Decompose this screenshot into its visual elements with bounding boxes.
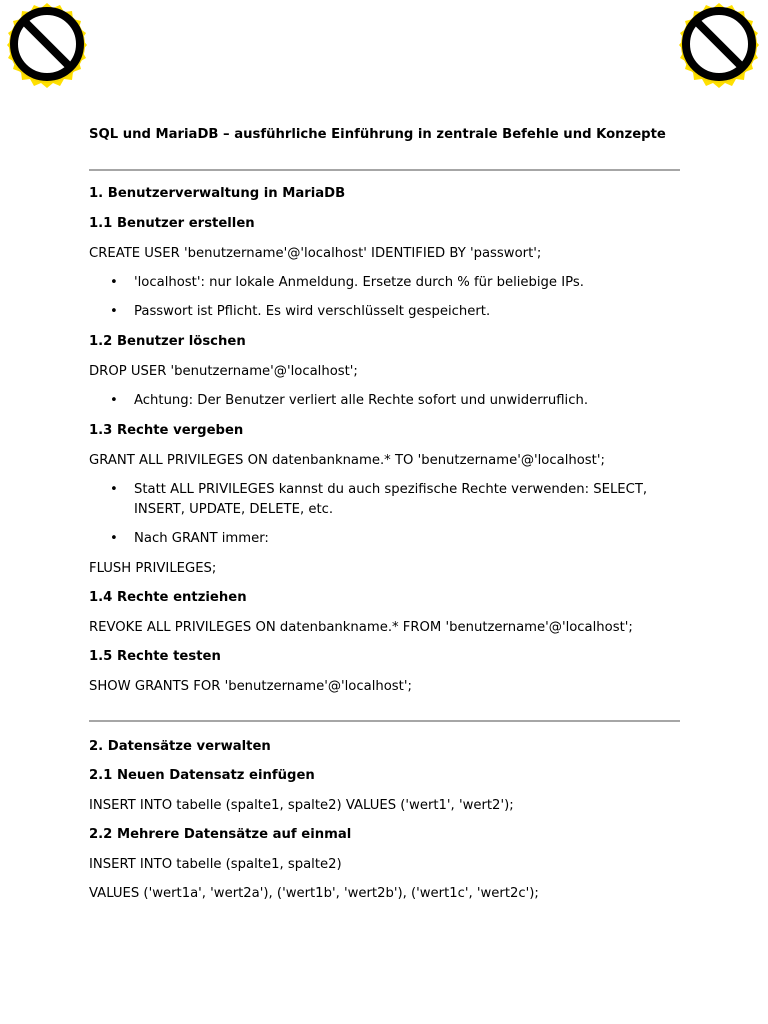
subsection-heading: 1.2 Benutzer löschen — [89, 334, 246, 349]
code-line: DROP USER 'benutzername'@'localhost'; — [89, 364, 358, 379]
bullet-marker: • — [110, 531, 118, 546]
section-heading: 2. Datensätze verwalten — [89, 739, 271, 754]
code-line: VALUES ('wert1a', 'wert2a'), ('wert1b', 'wert2b'), ('wert1c', 'wert2c'); — [89, 886, 539, 901]
bullet-marker: • — [110, 393, 118, 408]
list-item: Statt ALL PRIVILEGES kannst du auch spezifische Rechte verwenden: SELECT, INSERT, UPDATE, DELETE, etc. — [134, 482, 648, 517]
bullet-marker: • — [110, 482, 118, 497]
subsection-heading: 2.2 Mehrere Datensätze auf einmal — [89, 827, 352, 842]
subsection-heading: 1.1 Benutzer erstellen — [89, 216, 255, 231]
code-line: REVOKE ALL PRIVILEGES ON datenbankname.* FROM 'benutzername'@'localhost'; — [89, 620, 633, 635]
subsection-heading: 1.3 Rechte vergeben — [89, 423, 244, 438]
code-line: INSERT INTO tabelle (spalte1, spalte2) — [89, 857, 342, 872]
code-line: CREATE USER 'benutzername'@'localhost' IDENTIFIED BY 'passwort'; — [89, 246, 542, 261]
code-line: INSERT INTO tabelle (spalte1, spalte2) VALUES ('wert1', 'wert2'); — [89, 798, 514, 813]
code-line: SHOW GRANTS FOR 'benutzername'@'localhost'; — [89, 679, 412, 694]
prohibited-icon — [672, 0, 768, 92]
list-item: Achtung: Der Benutzer verliert alle Rechte sofort und unwiderruflich. — [134, 393, 589, 408]
prohibited-icon — [0, 0, 96, 92]
list-item: Nach GRANT immer: — [134, 531, 269, 546]
horizontal-rule — [89, 720, 680, 722]
section-heading: 1. Benutzerverwaltung in MariaDB — [89, 186, 346, 201]
subsection-heading: 1.5 Rechte testen — [89, 649, 221, 664]
subsection-heading: 2.1 Neuen Datensatz einfügen — [89, 768, 315, 783]
subsection-heading: 1.4 Rechte entziehen — [89, 590, 247, 605]
bullet-marker: • — [110, 304, 118, 319]
list-item: 'localhost': nur lokale Anmeldung. Ersetze durch % für beliebige IPs. — [134, 275, 584, 290]
code-line: FLUSH PRIVILEGES; — [89, 561, 217, 576]
bullet-marker: • — [110, 275, 118, 290]
horizontal-rule — [89, 169, 680, 171]
document-title: SQL und MariaDB – ausführliche Einführung in zentrale Befehle und Konzepte — [89, 127, 666, 142]
list-item: Passwort ist Pflicht. Es wird verschlüsselt gespeichert. — [134, 304, 491, 319]
code-line: GRANT ALL PRIVILEGES ON datenbankname.* TO 'benutzername'@'localhost'; — [89, 453, 605, 468]
